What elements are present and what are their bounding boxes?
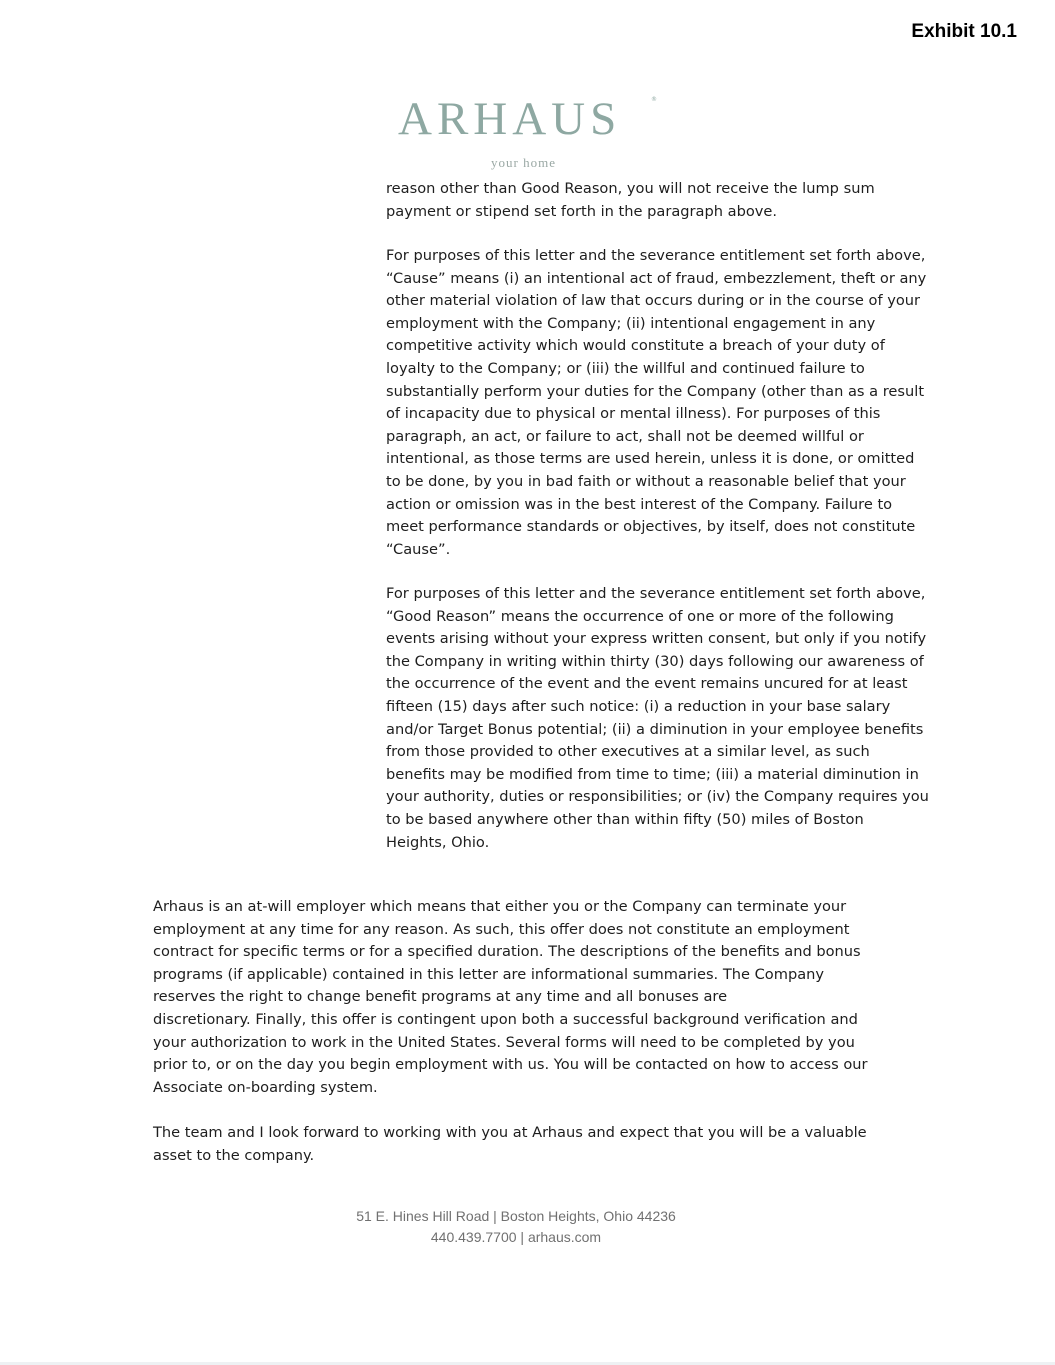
paragraph-good-reason-intro: [386, 178, 951, 223]
text-line: For purposes of this letter and the severance entitlement set forth above,: [386, 247, 926, 264]
text-line: fifteen (15) days after such notice: (i) a reduction in your base salary: [386, 697, 891, 715]
footer-contact: 440.439.7700 | arhaus.com: [430, 1229, 602, 1245]
text-line: events arising without your express written consent, but only if you notify: [386, 630, 927, 648]
logo-tagline: your home: [491, 155, 556, 170]
text-line: to be done, by you in bad faith or without a reasonable belief that your: [386, 472, 906, 490]
text-line: Associate on-boarding system.: [153, 1078, 378, 1096]
text-line: prior to, or on the day you begin employment with us. You will be contacted on how to access our: [153, 1056, 868, 1074]
text-line: “Cause”.: [386, 540, 451, 558]
text-line: contract for specific terms or for a specified duration. The descriptions of the benefits and bonus: [153, 943, 861, 961]
paragraph-closing: [153, 1122, 893, 1167]
paragraph-cause-definition: [386, 245, 951, 561]
text-line: the occurrence of the event and the event remains uncured for at least: [386, 675, 908, 693]
text-line: the Company in writing within thirty (30) days following our awareness of: [386, 652, 924, 670]
text-line: reserves the right to change benefit programs at any time and all bonuses are: [153, 988, 728, 1006]
paragraph-at-will-employment: [153, 896, 893, 1099]
text-line: other material violation of law that occurs during or in the course of your: [386, 292, 921, 310]
text-line: to be based anywhere other than within fifty (50) miles of Boston: [386, 810, 864, 828]
text-line: programs (if applicable) contained in this letter are informational summaries. The Company: [153, 965, 825, 983]
text-line: from those provided to other executives at a similar level, as such: [386, 743, 870, 761]
text-line: your authority, duties or responsibilities; or (iv) the Company requires you: [386, 788, 929, 806]
text-line: The team and I look forward to working with you at Arhaus and expect that you will be a valuable: [153, 1124, 867, 1141]
text-line: “Cause” means (i) an intentional act of fraud, embezzlement, theft or any: [386, 269, 927, 287]
text-line: “Good Reason” means the occurrence of one or more of the following: [386, 607, 894, 625]
text-line: meet performance standards or objectives, by itself, does not constitute: [386, 518, 916, 536]
text-line: paragraph, an act, or failure to act, shall not be deemed willful or: [386, 427, 864, 445]
text-line: and/or Target Bonus potential; (ii) a diminution in your employee benefits: [386, 720, 924, 738]
text-line: action or omission was in the best interest of the Company. Failure to: [386, 495, 893, 513]
footer-address: 51 E. Hines Hill Road | Boston Heights, Ohio 44236: [356, 1208, 676, 1224]
registered-mark: ®: [651, 96, 657, 103]
text-line: loyalty to the Company; or (iii) the willful and continued failure to: [386, 359, 865, 377]
company-logo: ARHAUS: [398, 93, 622, 145]
paragraph-good-reason-definition: [386, 583, 951, 854]
text-line: employment at any time for any reason. As such, this offer does not constitute an employment: [153, 920, 850, 938]
text-line: employment with the Company; (ii) intentional engagement in any: [386, 314, 876, 332]
text-line: of incapacity due to physical or mental illness). For purposes of this: [386, 405, 881, 423]
text-line: competitive activity which would constitute a breach of your duty of: [386, 337, 885, 355]
text-line: Arhaus is an at-will employer which means that either you or the Company can terminate your: [153, 898, 847, 915]
text-line: your authorization to work in the United States. Several forms will need to be completed by you: [153, 1033, 855, 1051]
text-line: asset to the company.: [153, 1146, 315, 1164]
letterhead-footer: [0, 1206, 1032, 1248]
exhibit-label: Exhibit 10.1: [911, 21, 1017, 42]
text-line: benefits may be modified from time to time; (iii) a material diminution in: [386, 765, 919, 783]
text-line: intentional, as those terms are used herein, unless it is done, or omitted: [386, 450, 915, 468]
text-line: discretionary. Finally, this offer is contingent upon both a successful background verification and: [153, 1010, 858, 1028]
text-line: For purposes of this letter and the severance entitlement set forth above,: [386, 585, 926, 602]
text-line: payment or stipend set forth in the paragraph above.: [386, 202, 778, 220]
text-line: reason other than Good Reason, you will not receive the lump sum: [386, 180, 875, 197]
text-line: substantially perform your duties for the Company (other than as a result: [386, 382, 925, 400]
text-line: Heights, Ohio.: [386, 833, 490, 851]
